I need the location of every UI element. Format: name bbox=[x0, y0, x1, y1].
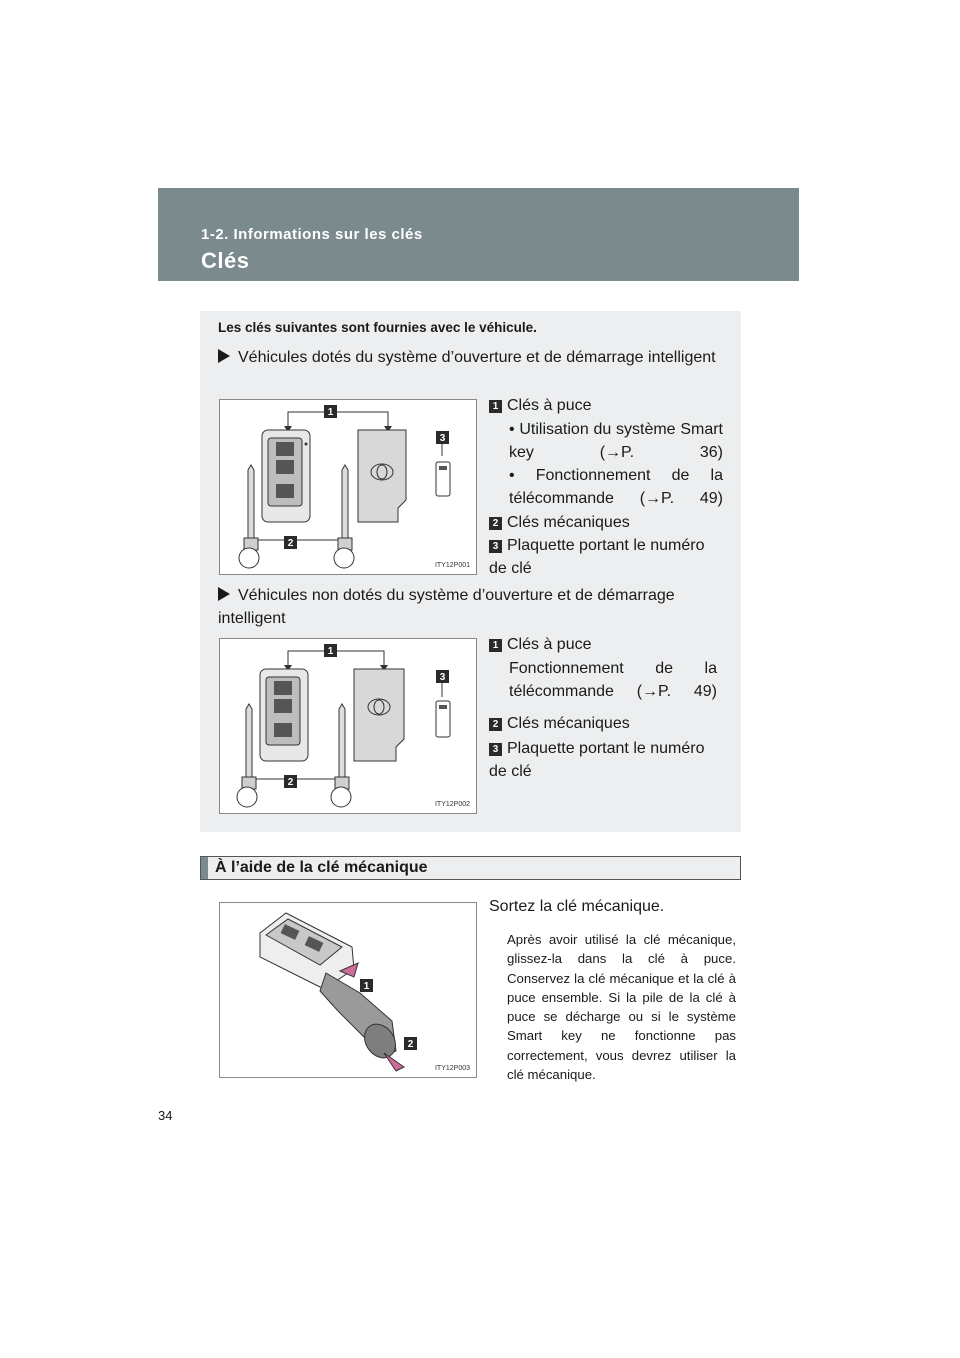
nonsmart-item-3: 3 Plaquette portant le numéro de clé bbox=[489, 740, 705, 780]
svg-text:1: 1 bbox=[363, 981, 370, 992]
section-heading-bar bbox=[201, 857, 208, 879]
svg-text:3: 3 bbox=[439, 672, 446, 683]
smart-heading: Véhicules dotés du système d’ouverture et de démarrage intelligent bbox=[218, 346, 718, 369]
smart-sub-1: • Utilisation du système Smart key (→P. 36) bbox=[509, 421, 723, 461]
svg-text:2: 2 bbox=[407, 1039, 414, 1050]
instruction-text: Sortez la clé mécanique. bbox=[489, 898, 665, 915]
figure-code: ITY12P003 bbox=[434, 1065, 470, 1072]
nonsmart-keys-illustration bbox=[220, 639, 476, 813]
triangle-bullet-icon bbox=[218, 587, 230, 601]
mechanical-key-illustration bbox=[220, 903, 476, 1077]
mechanical-key-figure bbox=[219, 902, 477, 1078]
svg-text:1: 1 bbox=[327, 407, 334, 418]
svg-text:2: 2 bbox=[287, 538, 294, 549]
smart-item-1: 1 Clés à puce bbox=[489, 394, 725, 417]
svg-text:3: 3 bbox=[439, 433, 446, 444]
triangle-bullet-icon bbox=[218, 349, 230, 363]
smart-item-2: 2 Clés mécaniques bbox=[489, 511, 725, 534]
chapter-header bbox=[158, 188, 799, 281]
intro-text: Les clés suivantes sont fournies avec le véhicule. bbox=[218, 320, 537, 335]
smart-keys-figure bbox=[219, 399, 477, 575]
nonsmart-item-2: 2 Clés mécaniques bbox=[489, 712, 725, 735]
nonsmart-keys-figure bbox=[219, 638, 477, 814]
smart-keys-illustration bbox=[220, 400, 476, 574]
figure-code: ITY12P002 bbox=[434, 801, 470, 808]
smart-item-3: 3 Plaquette portant le numéro de clé bbox=[489, 537, 705, 577]
page-number: 34 bbox=[158, 1108, 173, 1123]
figure-code: ITY12P001 bbox=[434, 562, 470, 569]
svg-text:2: 2 bbox=[287, 777, 294, 788]
smart-sub-2: • Fonctionnement de la télécommande (→P. 49) bbox=[509, 467, 723, 507]
nonsmart-heading: Véhicules non dotés du système d’ouverture et de démarrage intelligent bbox=[218, 587, 675, 627]
page-title: Clés bbox=[201, 248, 250, 273]
nonsmart-sub: Fonctionnement de la télécommande (→P. 49) bbox=[509, 660, 717, 700]
note-text: Après avoir utilisé la clé mécanique, glissez-la dans la clé à puce. Conservez la clé mécanique et la clé à puce ensemble. Si la pile de la clé à puce se décharge ou si le système Smart key ne fonctionne pas correctement, vous devrez utiliser la clé mécanique. bbox=[507, 932, 736, 1083]
nonsmart-item-1: 1 Clés à puce bbox=[489, 633, 725, 656]
section-label: 1-2. Informations sur les clés bbox=[201, 226, 423, 243]
section-heading: À l’aide de la clé mécanique bbox=[200, 856, 741, 880]
svg-text:1: 1 bbox=[327, 646, 334, 657]
